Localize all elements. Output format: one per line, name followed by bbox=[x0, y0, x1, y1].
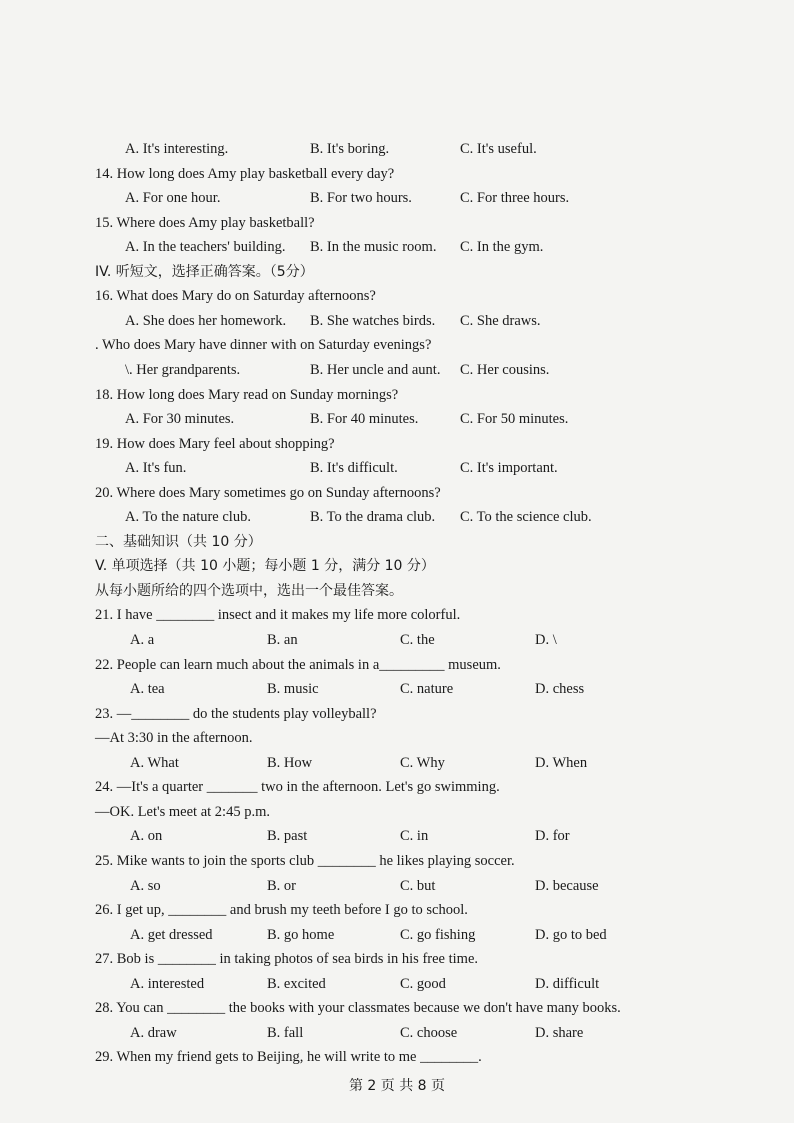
answer-option: B. music bbox=[267, 681, 319, 698]
answer-option: C. Why bbox=[400, 754, 445, 771]
answer-option: D. for bbox=[535, 828, 570, 845]
answer-option: B. an bbox=[267, 632, 298, 648]
question-text: 25. Mike wants to join the sports club ________ he likes playing soccer. bbox=[95, 852, 515, 869]
section-heading: V. 单项选择（共 10 小题；每小题 1 分，满分 10 分） bbox=[95, 558, 435, 575]
answer-option: C. Her cousins. bbox=[460, 361, 550, 378]
answer-option: A. To the nature club. bbox=[125, 509, 251, 526]
answer-option: B. past bbox=[267, 828, 308, 845]
answer-option: A. so bbox=[130, 877, 161, 894]
question-text: 28. You can ________ the books with your classmates because we don't have many books. bbox=[95, 1000, 621, 1017]
section-heading: 从每小题所给的四个选项中，选出一个最佳答案。 bbox=[95, 582, 403, 599]
answer-option: C. the bbox=[400, 632, 435, 648]
answer-option: B. In the music room. bbox=[310, 239, 437, 256]
answer-option: A. For one hour. bbox=[125, 190, 221, 207]
question-text: 16. What does Mary do on Saturday afternoons? bbox=[95, 288, 376, 305]
answer-option: C. but bbox=[400, 877, 436, 894]
question-text: 18. How long does Mary read on Sunday mornings? bbox=[95, 386, 399, 403]
question-text: 29. When my friend gets to Beijing, he will write to me ________. bbox=[95, 1049, 482, 1066]
answer-option: D. because bbox=[535, 877, 599, 894]
answer-option: A. draw bbox=[130, 1024, 177, 1041]
question-text: 27. Bob is ________ in taking photos of sea birds in his free time. bbox=[95, 951, 479, 968]
answer-option: D. chess bbox=[535, 681, 585, 698]
answer-option: B. go home bbox=[267, 926, 335, 943]
answer-option: C. To the science club. bbox=[460, 509, 592, 526]
answer-option: C. In the gym. bbox=[460, 239, 544, 256]
question-text: 24. —It's a quarter _______ two in the afternoon. Let's go swimming. bbox=[95, 779, 500, 796]
answer-option: B. or bbox=[267, 877, 296, 894]
answer-option: C. It's useful. bbox=[460, 141, 537, 157]
answer-option: A. on bbox=[130, 828, 163, 845]
answer-option: A. tea bbox=[130, 681, 165, 698]
question-text: 19. How does Mary feel about shopping? bbox=[95, 435, 335, 452]
answer-option: A. For 30 minutes. bbox=[125, 411, 235, 428]
question-text: 15. Where does Amy play basketball? bbox=[95, 214, 315, 231]
answer-option: B. She watches birds. bbox=[310, 312, 436, 329]
question-text: 26. I get up, ________ and brush my teeth before I go to school. bbox=[95, 902, 468, 919]
question-text: —OK. Let's meet at 2:45 p.m. bbox=[95, 803, 270, 820]
answer-option: C. choose bbox=[400, 1024, 458, 1041]
answer-option: D. go to bed bbox=[535, 926, 607, 943]
answer-option: B. For two hours. bbox=[310, 190, 412, 207]
question-text: 22. People can learn much about the animals in a_________ museum. bbox=[95, 656, 501, 673]
answer-option: C. go fishing bbox=[400, 926, 476, 943]
answer-option: B. It's difficult. bbox=[310, 460, 398, 477]
answer-option: D. When bbox=[535, 754, 588, 771]
answer-option: A. interested bbox=[130, 975, 205, 992]
answer-option: C. It's important. bbox=[460, 460, 558, 477]
answer-option: B. How bbox=[267, 754, 313, 771]
answer-option: C. nature bbox=[400, 681, 454, 698]
answer-option: A. In the teachers' building. bbox=[125, 239, 286, 256]
answer-option: B. fall bbox=[267, 1024, 304, 1041]
answer-option: D. difficult bbox=[535, 975, 600, 992]
answer-option: A. It's fun. bbox=[125, 460, 187, 477]
answer-option: B. It's boring. bbox=[310, 141, 390, 157]
answer-option: C. good bbox=[400, 975, 446, 992]
answer-option: C. She draws. bbox=[460, 312, 541, 329]
answer-option: B. For 40 minutes. bbox=[310, 411, 419, 428]
answer-option: C. For three hours. bbox=[460, 190, 570, 207]
answer-option: D. \ bbox=[535, 632, 557, 648]
question-text: 20. Where does Mary sometimes go on Sunday afternoons? bbox=[95, 484, 441, 501]
section-heading: IV. 听短文，选择正确答案。（5分） bbox=[95, 263, 314, 280]
answer-option: C. For 50 minutes. bbox=[460, 411, 569, 428]
question-text: 14. How long does Amy play basketball every day? bbox=[95, 165, 395, 182]
answer-option: A. get dressed bbox=[130, 926, 213, 943]
answer-option: B. To the drama club. bbox=[310, 509, 436, 526]
answer-option: B. Her uncle and aunt. bbox=[310, 361, 441, 378]
question-text: . Who does Mary have dinner with on Saturday evenings? bbox=[95, 337, 432, 354]
section-heading: 二、基础知识（共 10 分） bbox=[95, 533, 262, 550]
answer-option: A. a bbox=[130, 632, 155, 648]
question-text: 21. I have ________ insect and it makes my life more colorful. bbox=[95, 607, 461, 624]
answer-option: C. in bbox=[400, 828, 429, 845]
answer-option: A. It's interesting. bbox=[125, 141, 229, 157]
question-text: 23. —________ do the students play volleyball? bbox=[95, 705, 377, 722]
question-text: —At 3:30 in the afternoon. bbox=[95, 730, 253, 747]
page-footer: 第 2 页 共 8 页 bbox=[348, 1078, 446, 1094]
answer-option: D. share bbox=[535, 1024, 584, 1041]
answer-option: A. What bbox=[130, 754, 179, 771]
answer-option: B. excited bbox=[267, 975, 326, 992]
answer-option: A. She does her homework. bbox=[125, 312, 287, 329]
answer-option: \. Her grandparents. bbox=[125, 361, 241, 378]
